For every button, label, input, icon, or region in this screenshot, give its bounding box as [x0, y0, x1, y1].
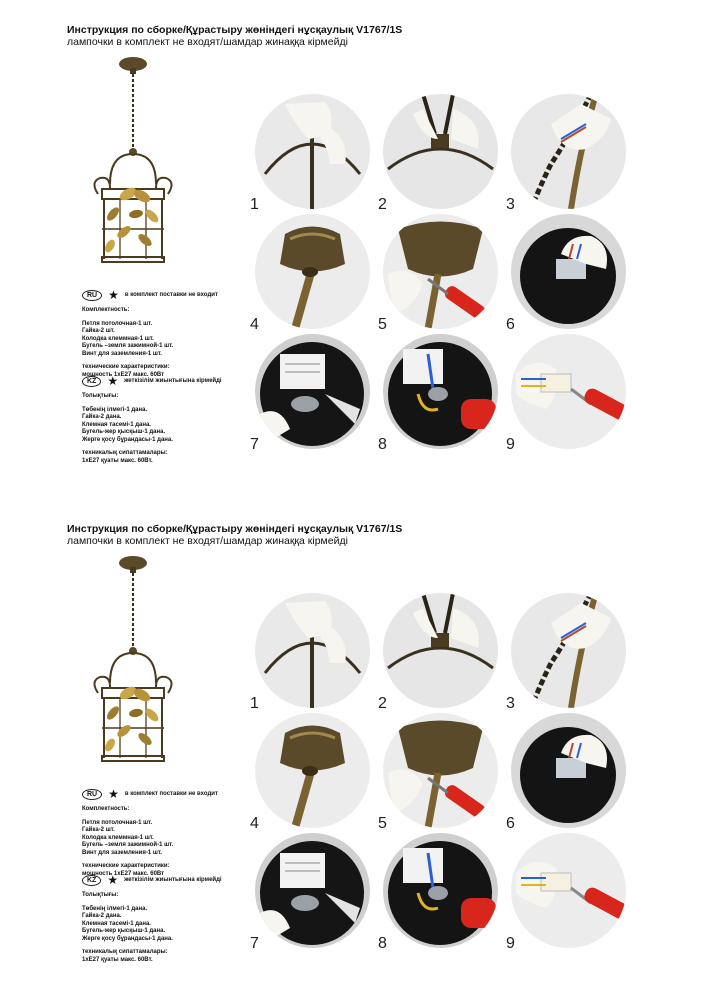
- step-photo: [383, 214, 498, 329]
- assembly-step: [506, 334, 626, 454]
- component-item: Төбенің ілмегі-1 дана.: [82, 406, 148, 413]
- step-photo: [383, 593, 498, 708]
- assembly-steps-grid: [250, 94, 630, 464]
- sheet-title: Инструкция по сборке/Құрастыру жөніндегі нұсқаулық V1767/1S: [67, 523, 403, 535]
- kz-items: [82, 906, 222, 944]
- kz-items: [82, 407, 222, 445]
- component-item: Бугель-жер қысқыш-1 дана.: [82, 928, 166, 934]
- kz-heading: Толықтығы:: [82, 393, 119, 399]
- step-photo: [511, 94, 626, 209]
- assembly-step: [250, 833, 370, 953]
- step-number: 4: [250, 316, 259, 333]
- assembly-step: [250, 94, 370, 214]
- step-photo: [255, 334, 370, 449]
- component-item: Гайка-2 шт.: [82, 827, 115, 833]
- step-photo: [383, 334, 498, 449]
- assembly-step: [378, 94, 498, 214]
- step-number: 7: [250, 935, 259, 952]
- component-item: Гайка-2 дана.: [82, 414, 122, 420]
- instruction-sheet: [0, 22, 707, 502]
- component-item: Бугель –земля зажимной-1 шт.: [82, 343, 174, 349]
- star-icon: ★: [107, 374, 119, 388]
- assembly-steps-grid: [250, 593, 630, 963]
- kz-note: жеткізілім жиынтығына кірмейді: [124, 377, 222, 384]
- ru-items: [82, 321, 218, 359]
- assembly-step: [378, 833, 498, 953]
- ru-specs: мощность 1хЕ27 макс. 60Вт: [82, 371, 165, 378]
- assembly-step: [506, 593, 626, 713]
- assembly-step: [378, 334, 498, 454]
- sheet-subtitle: лампочки в комплект не входят/шамдар жинаққа кірмейді: [67, 535, 348, 547]
- assembly-step: [506, 214, 626, 334]
- step-photo: [511, 593, 626, 708]
- step-photo: [511, 214, 626, 329]
- step-number: 8: [378, 935, 387, 952]
- assembly-step: [250, 214, 370, 334]
- ru-items: [82, 820, 218, 858]
- kz-section: [82, 875, 222, 964]
- step-number: 5: [378, 815, 387, 832]
- component-item: Клемная тасемі-1 дана.: [82, 421, 151, 428]
- star-icon: ★: [108, 288, 119, 302]
- step-photo: [383, 94, 498, 209]
- component-item: Гайка-2 шт.: [82, 328, 115, 334]
- sheet-title: Инструкция по сборке/Құрастыру жөніндегі нұсқаулық V1767/1S: [67, 24, 403, 36]
- step-photo: [383, 833, 498, 948]
- component-item: Бугель –земля зажимной-1 шт.: [82, 842, 174, 848]
- kz-heading: Толықтығы:: [82, 892, 119, 898]
- kz-badge: KZ: [82, 376, 101, 387]
- assembly-step: [378, 593, 498, 713]
- step-photo: [511, 713, 626, 828]
- step-number: 6: [506, 815, 515, 832]
- assembly-step: [506, 713, 626, 833]
- kz-badge: KZ: [82, 875, 101, 886]
- step-number: 9: [506, 935, 515, 952]
- ru-specs-heading: технические характеристики:: [82, 863, 170, 869]
- pendant-lamp-illustration: [80, 553, 190, 773]
- instruction-sheet: [0, 521, 707, 1001]
- ru-heading: Комплектность:: [82, 307, 130, 313]
- component-item: Гайка-2 дана.: [82, 913, 122, 919]
- component-item: Петля потолочная-1 шт.: [82, 819, 153, 826]
- ru-note: в комплект поставки не входит: [124, 291, 218, 298]
- step-photo: [255, 593, 370, 708]
- kz-specs-heading: техникалық сипаттамалары:: [82, 949, 168, 955]
- assembly-step: [506, 94, 626, 214]
- component-item: Винт для заземления-1 шт.: [82, 849, 162, 856]
- step-number: 7: [250, 436, 259, 453]
- step-number: 1: [250, 695, 259, 712]
- step-photo: [255, 214, 370, 329]
- ru-badge: RU: [82, 789, 102, 800]
- component-item: Петля потолочная-1 шт.: [82, 320, 153, 327]
- component-item: Жерге қосу бұрандасы-1 дана.: [82, 436, 173, 443]
- pendant-lamp-illustration: [80, 54, 190, 274]
- step-photo: [511, 334, 626, 449]
- star-icon: ★: [108, 787, 119, 801]
- ru-badge: RU: [82, 290, 102, 301]
- kz-specs: 1хЕ27 қуаты макс. 60Вт.: [82, 457, 153, 464]
- kz-section: [82, 376, 222, 465]
- component-item: Төбенің ілмегі-1 дана.: [82, 905, 148, 912]
- step-number: 1: [250, 196, 259, 213]
- step-number: 8: [378, 436, 387, 453]
- kz-specs-heading: техникалық сипаттамалары:: [82, 450, 168, 456]
- ru-heading: Комплектность:: [82, 806, 130, 812]
- step-number: 3: [506, 695, 515, 712]
- step-photo: [255, 713, 370, 828]
- star-icon: ★: [107, 873, 119, 887]
- step-number: 9: [506, 436, 515, 453]
- step-number: 5: [378, 316, 387, 333]
- assembly-step: [250, 713, 370, 833]
- step-photo: [255, 833, 370, 948]
- ru-specs: мощность 1хЕ27 макс. 60Вт: [82, 870, 165, 877]
- ru-note: в комплект поставки не входит: [124, 790, 218, 797]
- ru-specs-heading: технические характеристики:: [82, 364, 170, 370]
- step-number: 6: [506, 316, 515, 333]
- kz-specs: 1хЕ27 қуаты макс. 60Вт.: [82, 956, 153, 963]
- ru-section: [82, 290, 218, 379]
- component-item: Бугель-жер қысқыш-1 дана.: [82, 429, 166, 435]
- assembly-step: [250, 593, 370, 713]
- step-number: 4: [250, 815, 259, 832]
- step-photo: [255, 94, 370, 209]
- component-item: Винт для заземления-1 шт.: [82, 350, 162, 357]
- step-number: 3: [506, 196, 515, 213]
- step-photo: [383, 713, 498, 828]
- assembly-step: [506, 833, 626, 953]
- component-item: Колодка клеммная-1 шт.: [82, 834, 154, 841]
- step-photo: [511, 833, 626, 948]
- kz-note: жеткізілім жиынтығына кірмейді: [124, 876, 222, 883]
- assembly-step: [378, 214, 498, 334]
- sheet-subtitle: лампочки в комплект не входят/шамдар жинаққа кірмейді: [67, 36, 348, 48]
- component-item: Колодка клеммная-1 шт.: [82, 335, 154, 342]
- assembly-step: [250, 334, 370, 454]
- step-number: 2: [378, 695, 387, 712]
- step-number: 2: [378, 196, 387, 213]
- component-item: Клемная тасемі-1 дана.: [82, 920, 151, 927]
- assembly-step: [378, 713, 498, 833]
- component-item: Жерге қосу бұрандасы-1 дана.: [82, 935, 173, 942]
- ru-section: [82, 789, 218, 878]
